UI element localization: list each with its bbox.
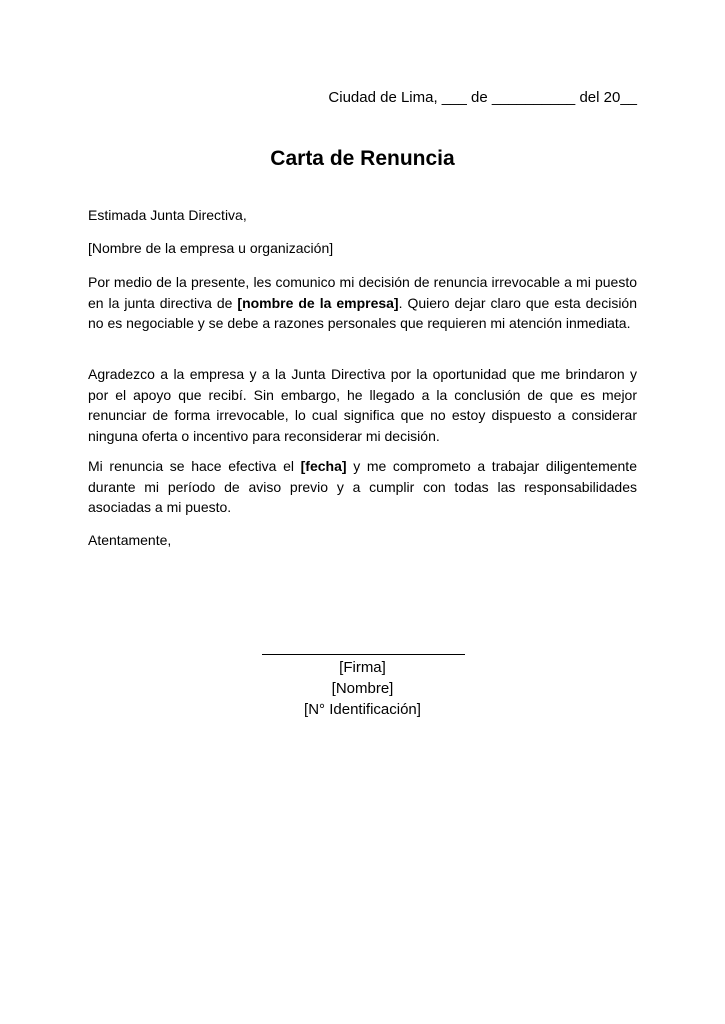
signature-block xyxy=(0,657,725,720)
company-placeholder: [Nombre de la empresa u organización] xyxy=(88,240,334,256)
greeting: Estimada Junta Directiva, xyxy=(88,207,247,223)
closing: Atentamente, xyxy=(88,532,172,548)
date-placeholder: [fecha] xyxy=(300,458,347,474)
id-number-placeholder: [N° Identificación] xyxy=(304,701,421,718)
paragraph-3-text-b: y me comprometo a trabajar diligentemente durante mi período de aviso previo y a cumplir con todas las responsabilidades asociadas a mi puesto. xyxy=(88,458,637,515)
document-title: Carta de Renuncia xyxy=(270,147,455,170)
signature-line xyxy=(262,654,465,655)
paragraph-1-text-b: . Quiero dejar claro que esta decisión no es negociable y se debe a razones personales que requieren mi atención inmediata. xyxy=(88,294,637,331)
paragraph-gratitude: Agradezco a la empresa y a la Junta Directiva por la oportunidad que me brindaron y por el apoyo que recibí. Sin embargo, he llegado a la conclusión de que es mejor renunciar de forma irrevocable, lo cual significa que no estoy dispuesto a considerar ninguna oferta o incentivo para reconsiderar mi decisión. xyxy=(88,366,637,444)
paragraph-effective-date xyxy=(88,456,637,518)
company-name-placeholder: [nombre de la empresa] xyxy=(237,294,399,311)
paragraph-resignation-notice xyxy=(88,272,637,334)
date-line: Ciudad de Lima, ___ de __________ del 20__ xyxy=(328,89,637,106)
signature-placeholder: [Firma] xyxy=(339,659,386,676)
paragraph-1-text-a: Por medio de la presente, les comunico mi decisión de renuncia irrevocable a mi puesto en la junta directiva de xyxy=(88,274,637,311)
name-placeholder: [Nombre] xyxy=(331,680,394,697)
paragraph-3-text-a: Mi renuncia se hace efectiva el xyxy=(88,458,301,474)
